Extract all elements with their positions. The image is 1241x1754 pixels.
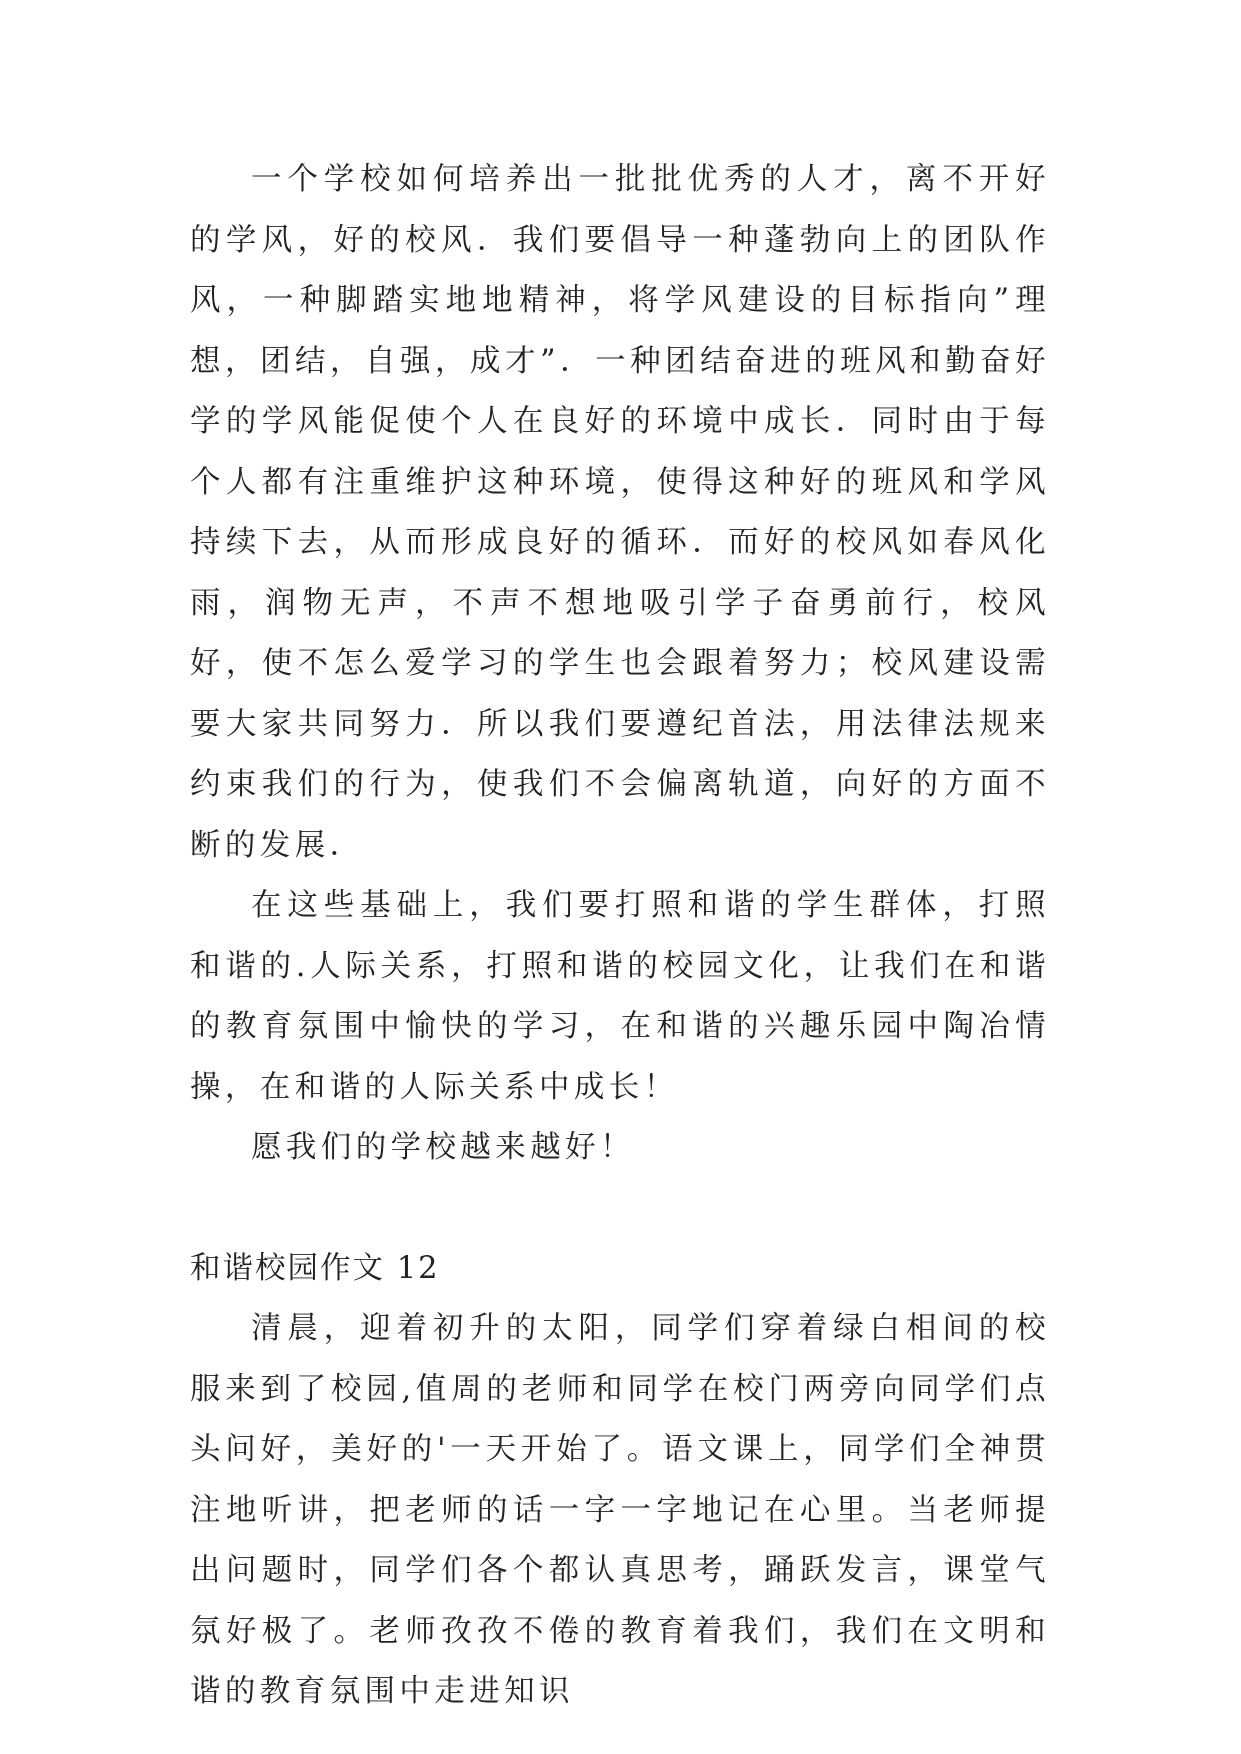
paragraph-morning: 清晨，迎着初升的太阳，同学们穿着绿白相间的校服来到了校园,值周的老师和同学在校门两旁向同学们点头问好，美好的'一天开始了。语文课上，同学们全神贯注地听讲，把老师的话一字一字地记在心里。当老师提出问题时，同学们各个都认真思考，踊跃发言，课堂气氛好极了。老师孜孜不倦的教育着我们，我们在文明和谐的教育氛围中走进知识 (190, 1311, 1050, 1709)
paragraph-wish: 愿我们的学校越来越好！ (251, 1130, 635, 1165)
document-body (190, 150, 1050, 1723)
section-title: 和谐校园作文 12 (190, 1250, 440, 1286)
paragraph-harmony: 在这些基础上，我们要打照和谐的学生群体，打照和谐的.人际关系，打照和谐的校园文化，让我们在和谐的教育氛围中愉快的学习，在和谐的兴趣乐园中陶冶情操，在和谐的人际关系中成长！ (190, 888, 1050, 1105)
paragraph-study-style: 一个学校如何培养出一批批优秀的人才，离不开好的学风，好的校风．我们要倡导一种蓬勃向上的团队作风，一种脚踏实地地精神，将学风建设的目标指向”理想，团结，自强，成才”．一种团结奋进的班风和勤奋好学的学风能促使个人在良好的环境中成长．同时由于每个人都有注重维护这种环境，使得这种好的班风和学风持续下去，从而形成良好的循环．而好的校风如春风化雨，润物无声，不声不想地吸引学子奋勇前行，校风好，使不怎么爱学习的学生也会跟着努力；校风建设需要大家共同努力．所以我们要遵纪首法，用法律法规来约束我们的行为，使我们不会偏离轨道，向好的方面不断的发展． (190, 162, 1050, 863)
